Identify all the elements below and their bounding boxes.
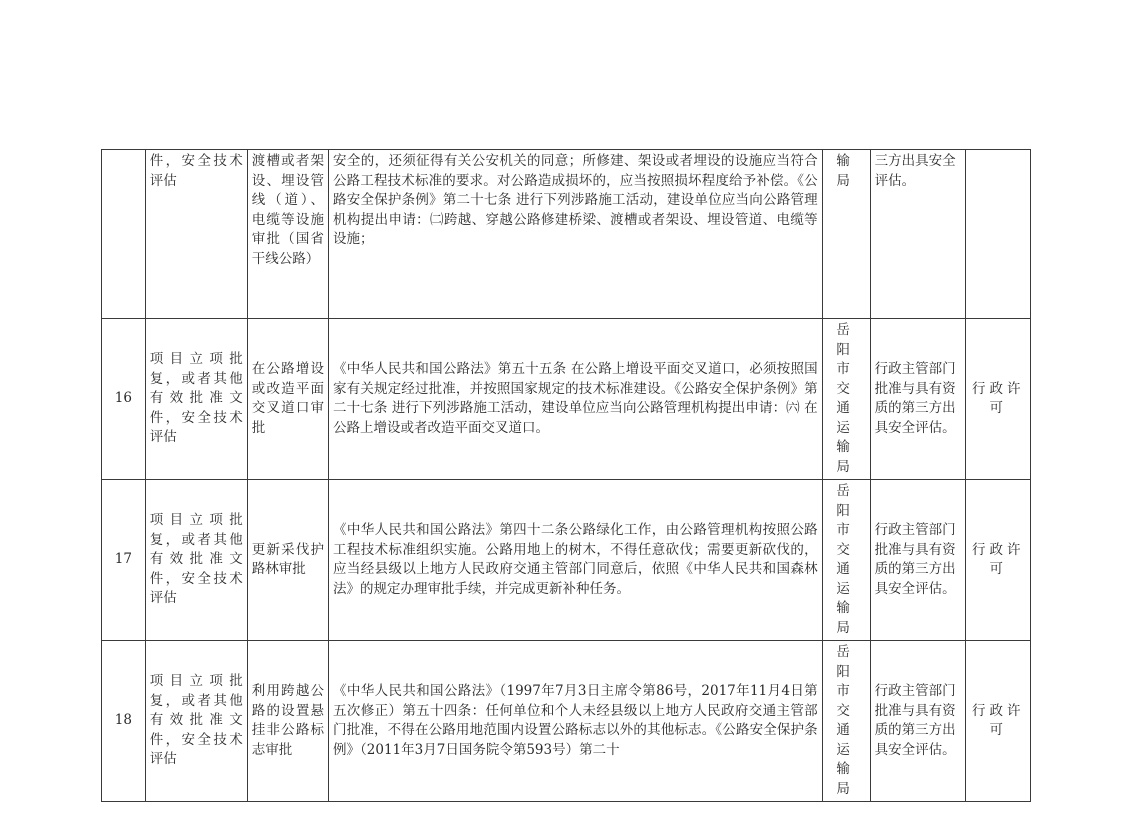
approval-conditions: 行政主管部门批准与具有资质的第三方出具安全评估。 <box>870 641 966 802</box>
item-number: 16 <box>102 319 146 480</box>
legal-basis: 安全的，还须征得有关公安机关的同意；所修建、架设或者埋设的设施应当符合公路工程技术标准的要求。对公路造成损坏的，应当按照损坏程度给予补偿。《公路安全保护条例》第二十七条 进行下列涉路施工活动，建设单位应当向公路管理机构提出申请：㈡跨越、穿越公路修建桥梁、渡槽或者架设、埋设管道、电缆等设施； <box>329 150 823 319</box>
approval-conditions: 行政主管部门批准与具有资质的第三方出具安全评估。 <box>870 319 966 480</box>
item-number: 18 <box>102 641 146 802</box>
approval-items-table <box>101 149 1031 802</box>
legal-basis: 《中华人民共和国公路法》第四十二条公路绿化工作，由公路管理机构按照公路工程技术标准组织实施。公路用地上的树木，不得任意砍伐；需要更新砍伐的，应当经县级以上地方人民政府交通主管部门同意后，依照《中华人民共和国森林法》的规定办理审批手续，并完成更新补种任务。 <box>329 480 823 641</box>
table-row <box>102 480 1031 641</box>
implementing-department: 岳阳市交通运输局 <box>822 480 870 641</box>
table-row <box>102 150 1031 319</box>
item-number: 17 <box>102 480 146 641</box>
legal-basis: 《中华人民共和国公路法》第五十五条 在公路上增设平面交叉道口，必须按照国家有关规定经过批准，并按照国家规定的技术标准建设。《公路安全保护条例》第二十七条 进行下列涉路施工活动，建设单位应当向公路管理机构提出申请：㈥ 在公路上增设或者改造平面交叉道口。 <box>329 319 823 480</box>
table-row <box>102 641 1031 802</box>
application-materials: 项目立项批复，或者其他有效批准文件，安全技术评估 <box>145 319 247 480</box>
item-type: 行政许可 <box>966 641 1031 802</box>
item-type <box>966 150 1031 319</box>
application-materials: 项目立项批复，或者其他有效批准文件，安全技术评估 <box>145 641 247 802</box>
item-name: 在公路增设或改造平面交叉道口审批 <box>247 319 328 480</box>
legal-basis: 《中华人民共和国公路法》（1997年7月3日主席令第86号，2017年11月4日第五次修正）第五十四条：任何单位和个人未经县级以上地方人民政府交通主管部门批准，不得在公路用地范围内设置公路标志以外的其他标志。《公路安全保护条例》（2011年3月7日国务院令第593号）第二十 <box>329 641 823 802</box>
item-type: 行政许可 <box>966 480 1031 641</box>
table-row <box>102 319 1031 480</box>
application-materials: 件，安全技术评估 <box>145 150 247 319</box>
item-name: 更新采伐护路林审批 <box>247 480 328 641</box>
approval-conditions: 行政主管部门批准与具有资质的第三方出具安全评估。 <box>870 480 966 641</box>
item-type: 行政许可 <box>966 319 1031 480</box>
item-number <box>102 150 146 319</box>
item-name: 利用跨越公路的设置悬挂非公路标志审批 <box>247 641 328 802</box>
implementing-department: 岳阳市交通运输局 <box>822 641 870 802</box>
application-materials: 项目立项批复，或者其他有效批准文件，安全技术评估 <box>145 480 247 641</box>
item-name: 渡槽或者架设、埋设管线（道）、电缆等设施审批（国省干线公路） <box>247 150 328 319</box>
implementing-department: 输局 <box>822 150 870 319</box>
implementing-department: 岳阳市交通运输局 <box>822 319 870 480</box>
approval-conditions: 三方出具安全评估。 <box>870 150 966 319</box>
